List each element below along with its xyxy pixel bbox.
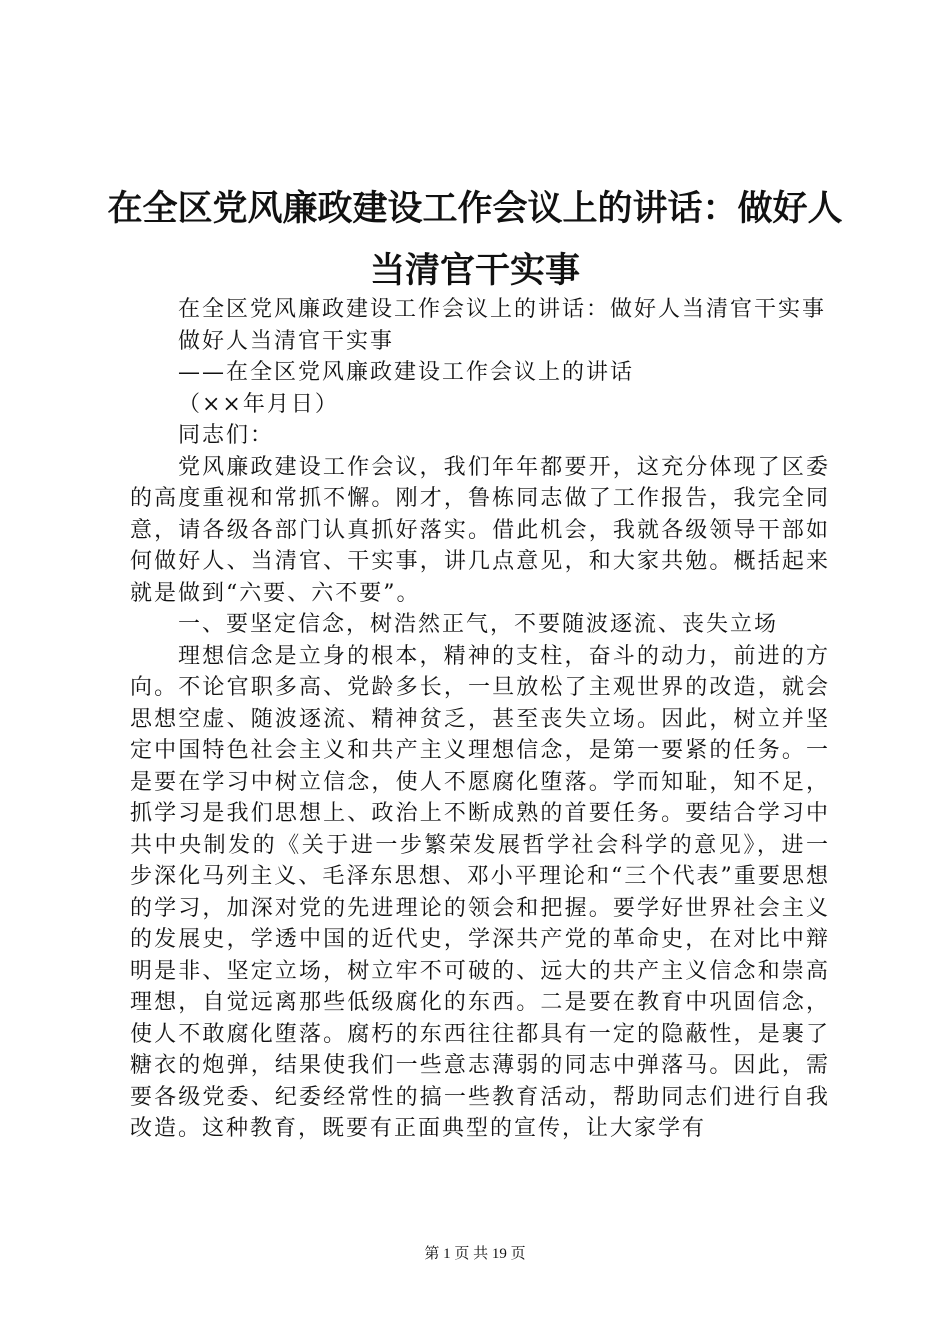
document-title: 在全区党风廉政建设工作会议上的讲话：做好人当清官干实事 (107, 188, 843, 291)
paragraph-heading-repeat: 在全区党风廉政建设工作会议上的讲话：做好人当清官干实事 (178, 297, 827, 322)
paragraph-byline: ——在全区党风廉政建设工作会议上的讲话 (178, 360, 635, 385)
paragraph-intro: 党风廉政建设工作会议，我们年年都要开，这充分体现了区委的高度重视和常抓不懈。刚才，鲁栋同志做了工作报告，我完全同意，请各级各部门认真抓好落实。借此机会，我就各级领导干部如何做好人、当清官、干实事，讲几点意见，和大家共勉。概括起来就是做到“六要、六不要”。 (130, 454, 830, 606)
page-footer: 第 1 页 共 19 页 (424, 1246, 526, 1262)
paragraph-subtitle: 做好人当清官干实事 (178, 328, 395, 354)
paragraph-body-1: 理想信念是立身的根本，精神的支柱，奋斗的动力，前进的方向。不论官职多高、党龄多长，一旦放松了主观世界的改造，就会思想空虚、随波逐流、精神贫乏，甚至丧失立场。因此，树立并坚定中国特色社会主义和共产主义理想信念，是第一要紧的任务。一是要在学习中树立信念，使人不愿腐化堕落。学而知耻，知不足，抓学习是我们思想上、政治上不断成熟的首要任务。要结合学习中共中央制发的《关于进一步繁荣发展哲学社会科学的意见》，进一步深化马列主义、毛泽东思想、邓小平理论和“三个代表”重要思想的学习，加深对党的先进理论的领会和把握。要学好世界社会主义的发展史，学透中国的近代史，学深共产党的革命史，在对比中辩明是非、坚定立场，树立牢不可破的、远大的共产主义信念和崇高理想，自觉远离那些低级腐化的东西。二是要在教育中巩固信念，使人不敢腐化堕落。腐朽的东西往往都具有一定的隐蔽性，是裹了糖衣的炮弹，结果使我们一些意志薄弱的同志中弹落马。因此，需要各级党委、纪委经常性的搞一些教育活动，帮助同志们进行自我改造。这种教育，既要有正面典型的宣传，让大家学有 (130, 643, 830, 1141)
document-body (130, 294, 830, 1145)
paragraph-date: （××年月日） (178, 391, 339, 417)
section-heading-1: 一、要坚定信念，树浩然正气，不要随波逐流、丧失立场 (178, 612, 779, 637)
paragraph-salutation: 同志们： (178, 423, 275, 448)
